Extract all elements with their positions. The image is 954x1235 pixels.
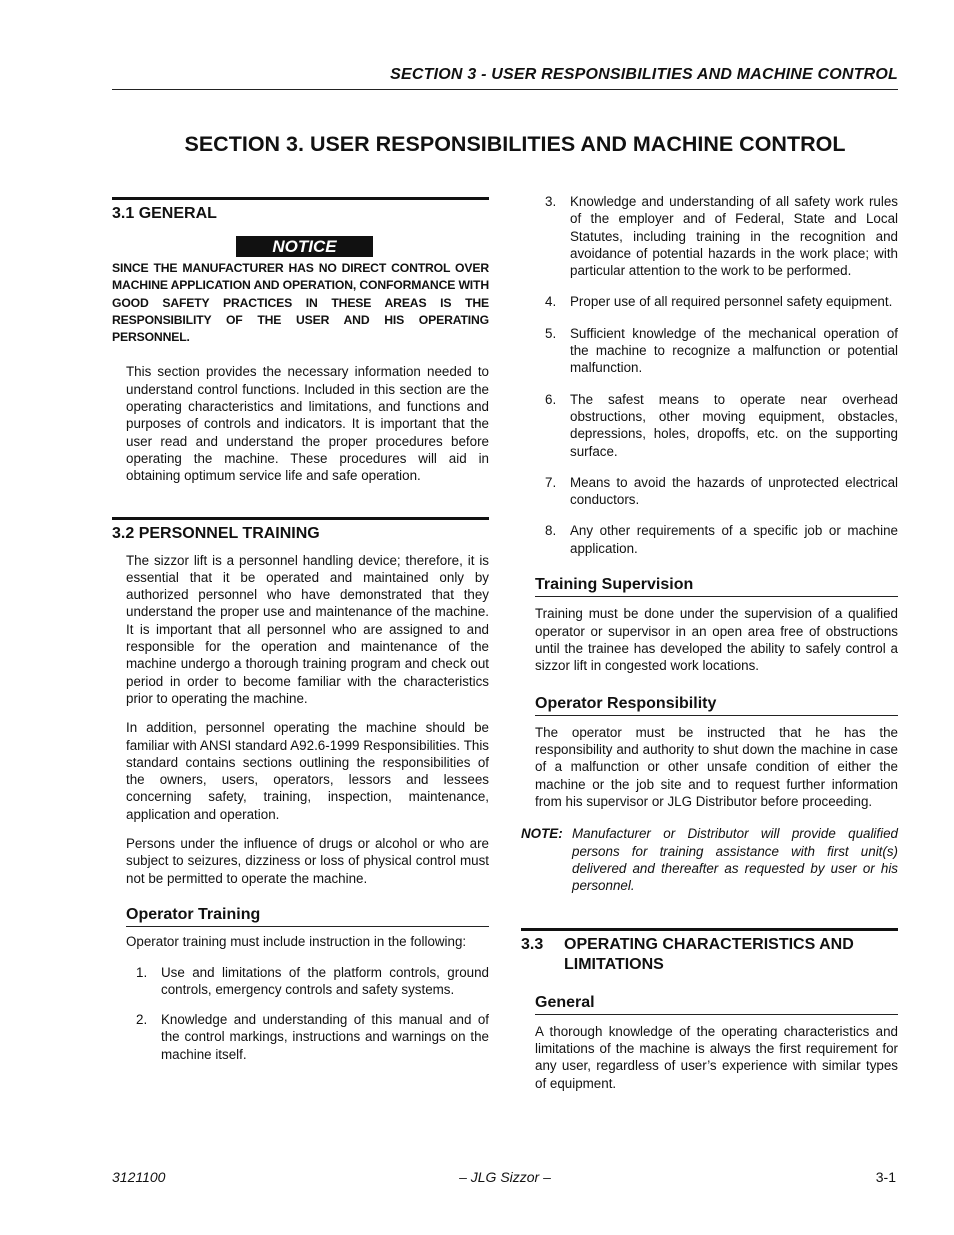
operator-training-heading: Operator Training bbox=[126, 906, 489, 927]
footer-page-number: 3-1 bbox=[875, 1169, 896, 1185]
list-item bbox=[545, 391, 898, 460]
right-column bbox=[521, 193, 898, 1092]
section-3-2-paragraph-1: The sizzor lift is a personnel handling device; therefore, it is essential that it be operated and maintained only by authorized personnel who have demonstrated that they understand the proper use and maintenance of the machine. It is important that all personnel who are assigned to and responsible for the operation and maintenance of the machine undergo a thorough training program and check out period in order to become familiar with the characteristics prior to operating the machine. bbox=[126, 552, 489, 706]
note-text: Manufacturer or Distributor will provide qualified persons for training assistance with first unit(s) delivered and thereafter as requested by user or his personnel. bbox=[572, 826, 898, 894]
section-3-2-rule bbox=[112, 517, 489, 520]
general-subheading: General bbox=[535, 994, 898, 1015]
section-3-1-body: This section provides the necessary information needed to understand control functions. Included in this section are the operating characteristics and limitations, and functions and purposes of controls and indicators. It is important that the user read and understand the proper procedures before operating the machine. These procedures will aid in obtaining optimum service life and safe operation. bbox=[126, 364, 489, 484]
list-item-number: 1. bbox=[136, 964, 148, 980]
section-3-3-rule bbox=[521, 928, 898, 931]
list-item bbox=[136, 1011, 489, 1063]
section-3-2-paragraph-3: Persons under the influence of drugs or alcohol or who are subject to seizures, dizziness or loss of physical control must not be permitted to operate the machine. bbox=[126, 836, 489, 886]
list-item-number: 4. bbox=[545, 294, 557, 310]
training-supervision-body: Training must be done under the supervision of a qualified operator or supervisor in an open area free of obstructions until the trainee has developed the ability to safely control a sizzor lift in congested work locations. bbox=[535, 606, 898, 674]
operator-responsibility-heading: Operator Responsibility bbox=[535, 695, 898, 716]
section-title: SECTION 3. USER RESPONSIBILITIES AND MACHINE CONTROL bbox=[184, 132, 846, 156]
section-3-2-heading: 3.2 PERSONNEL TRAINING bbox=[112, 524, 320, 542]
list-item-number: 8. bbox=[545, 523, 557, 539]
section-3-2-paragraph-2: In addition, personnel operating the machine should be familiar with ANSI standard A92.6-1999 Responsibilities. This standard contains sections outlining the responsibilities of the owners, users, operators, lessors and lessees concerning safety, training, inspection, maintenance, application and operation. bbox=[126, 720, 489, 822]
list-item bbox=[545, 522, 898, 557]
notice-text: SINCE THE MANUFACTURER HAS NO DIRECT CONTROL OVER MACHINE APPLICATION AND OPERATION, CONFORMANCE WITH GOOD SAFETY PRACTICES IN THESE AREAS IS THE RESPONSIBILITY OF THE USER AND HIS OPERATING PERSONNEL. bbox=[112, 261, 489, 345]
section-3-3-body: A thorough knowledge of the operating characteristics and limitations of the machine is always the first requirement for any user, regardless of user’s experience with similar types of equipment. bbox=[535, 1023, 898, 1091]
list-item bbox=[545, 474, 898, 509]
list-item bbox=[545, 193, 898, 279]
section-3-1-heading: 3.1 GENERAL bbox=[112, 205, 217, 222]
operator-training-intro: Operator training must include instruction in the following: bbox=[126, 934, 467, 950]
section-3-3-title: OPERATING CHARACTERISTICS AND LIMITATIONS bbox=[564, 935, 854, 973]
list-item-text: Sufficient knowledge of the mechanical operation of the machine to recognize a malfunction or potential malfunction. bbox=[570, 325, 898, 376]
list-item-text: Knowledge and understanding of all safety work rules of the employer and of Federal, State and Local Statutes, including training in the recognition and avoidance of potential hazards in the work place; with particular attention to the work to be performed. bbox=[570, 194, 898, 279]
list-item bbox=[545, 325, 898, 377]
section-3-3-heading bbox=[521, 935, 898, 975]
list-item-text: Any other requirements of a specific job or machine application. bbox=[570, 523, 898, 556]
note bbox=[521, 825, 898, 894]
training-supervision-heading: Training Supervision bbox=[535, 576, 898, 597]
left-column bbox=[112, 197, 489, 1063]
list-item bbox=[136, 964, 489, 999]
header-rule bbox=[112, 89, 898, 90]
operator-responsibility-body: The operator must be instructed that he has the responsibility and authority to shut down the machine in case of a malfunction or other unsafe condition of either the machine or the job site and to request further information from his supervisor or JLG Distributor before proceeding. bbox=[535, 724, 898, 810]
list-item-number: 3. bbox=[545, 194, 557, 209]
list-item-text: Means to avoid the hazards of unprotected electrical conductors. bbox=[570, 474, 898, 508]
list-item-number: 2. bbox=[136, 1012, 148, 1028]
list-item-number: 6. bbox=[545, 391, 557, 407]
section-3-3-number: 3.3 bbox=[521, 935, 544, 953]
list-item-number: 7. bbox=[545, 474, 557, 490]
list-item-text: Knowledge and understanding of this manual and of the control markings, instructions and warnings on the machine itself. bbox=[161, 1012, 489, 1062]
list-item-text: Use and limitations of the platform controls, ground controls, emergency controls and safety systems. bbox=[161, 964, 489, 997]
section-3-1-rule bbox=[112, 197, 489, 200]
list-item-number: 5. bbox=[545, 325, 557, 341]
footer-title: – JLG Sizzor – bbox=[459, 1169, 551, 1185]
list-item-text: The safest means to operate near overhead obstructions, other moving equipment, obstacles, depressions, holes, dropoffs, etc. on the supporting surface. bbox=[570, 391, 898, 459]
running-header: SECTION 3 - USER RESPONSIBILITIES AND MACHINE CONTROL bbox=[390, 66, 898, 83]
notice-label: NOTICE bbox=[236, 236, 373, 257]
list-item-text: Proper use of all required personnel safety equipment. bbox=[570, 294, 893, 310]
footer-doc-number: 3121100 bbox=[112, 1169, 166, 1185]
list-item bbox=[545, 293, 898, 310]
note-label: NOTE: bbox=[521, 826, 563, 842]
